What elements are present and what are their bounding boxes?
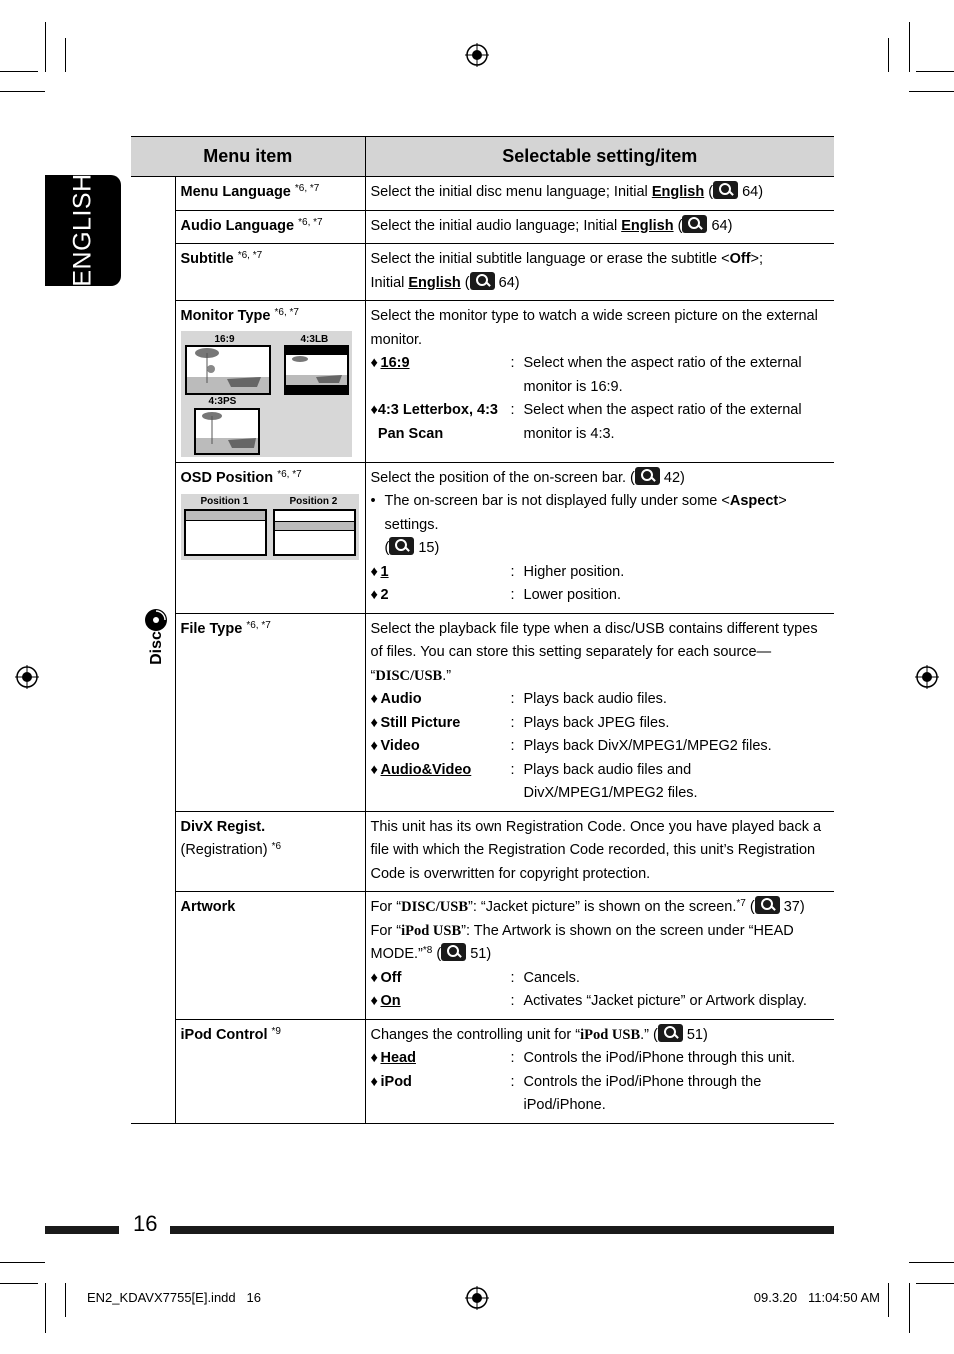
table-row	[131, 177, 834, 211]
option-2: 2	[380, 587, 389, 603]
option-key: ♦ iPod	[370, 1073, 412, 1090]
option-row: ♦ Audio : Plays back audio files.	[371, 688, 830, 712]
table-row	[131, 462, 834, 613]
footnote-ref: *6	[271, 841, 282, 852]
option-key: ♦ Audio	[370, 691, 422, 707]
option-off: Off	[380, 969, 402, 986]
page-reference-icon	[441, 943, 466, 961]
text: .” (	[640, 1026, 658, 1043]
crop-mark	[909, 91, 954, 92]
description: Select the playback file type when a disc/USB contains different types of files. You can store this setting separately for each source—	[370, 620, 818, 660]
table-row	[131, 1019, 834, 1123]
monitor-type-label: Monitor Type	[180, 308, 271, 324]
artwork-label: Artwork	[180, 899, 236, 915]
option-4-3: 4:3 Letterbox, 4:3 Pan Scan	[377, 402, 498, 442]
text: > settings.	[384, 493, 787, 533]
crop-mark	[45, 1283, 46, 1333]
crop-mark	[909, 1283, 910, 1333]
option-value: Controls the iPod/iPhone through this unit.	[523, 1050, 796, 1066]
table-header-row	[131, 137, 834, 177]
option-video: Video	[380, 738, 420, 754]
menu-item-cell	[175, 177, 365, 211]
divx-regist-label: DivX Regist.	[180, 818, 266, 835]
option-row: ♦ Still Picture : Plays back JPEG files.	[371, 712, 830, 736]
description: Select the initial disc menu language; Initial	[370, 184, 652, 200]
option-audio: Audio	[380, 691, 422, 707]
page-reference-icon	[389, 537, 414, 555]
language-tab-label: ENGLISH	[68, 173, 97, 287]
screen-16-9	[185, 345, 271, 395]
divx-regist-sublabel: (Registration)	[180, 842, 268, 858]
menu-item-cell	[175, 892, 365, 1020]
image-label: 16:9	[214, 333, 235, 345]
screen-4-3-letterbox	[284, 345, 349, 395]
menu-item-cell	[175, 811, 365, 892]
header-menu-item: Menu item	[131, 137, 365, 177]
setting-cell	[365, 892, 834, 1020]
text: ”: The Artwork is shown on the screen under “HEAD MODE.”	[370, 922, 794, 962]
crop-mark	[0, 91, 45, 92]
menu-item-cell	[175, 462, 365, 613]
date-info: 09.3.20 11:04:50 AM	[753, 1290, 880, 1305]
file-info: EN2_KDAVX7755[E].indd 16	[87, 1290, 261, 1305]
option-row: ♦ 4:3 Letterbox, 4:3 Pan Scan : Select when the aspect ratio of the external monitor is 4:3.	[371, 399, 830, 446]
crop-mark	[888, 1283, 889, 1317]
description: Select the position of the on-screen bar. (	[370, 469, 635, 486]
option-key: ♦ On	[370, 993, 401, 1009]
osd-position-illustration	[181, 494, 359, 560]
source-name: iPod USB	[401, 922, 462, 939]
footnote-ref: *6, *7	[246, 619, 271, 631]
menu-item-cell	[175, 244, 365, 301]
header-selectable-setting: Selectable setting/item	[365, 137, 834, 177]
option-key: ♦ Still Picture	[370, 714, 461, 731]
footnote-ref: *6, *7	[274, 307, 299, 318]
option-key: ♦ 2	[370, 587, 389, 603]
menu-item-cell	[175, 210, 365, 244]
page-reference: 15)	[414, 540, 440, 556]
option-row: ♦ 16:9 : Select when the aspect ratio of the external monitor is 16:9.	[371, 352, 830, 399]
option-value: Lower position.	[523, 587, 622, 603]
crop-mark	[0, 1262, 45, 1263]
menu-item-cell	[175, 613, 365, 811]
registration-mark-icon	[465, 43, 489, 67]
footnote-ref: *6, *7	[298, 216, 323, 228]
option-key: ♦ Audio&Video	[370, 761, 472, 778]
crop-mark	[888, 38, 889, 72]
section-column	[131, 177, 175, 1124]
option-value: Controls the iPod/iPhone through the iPod/iPhone.	[523, 1073, 762, 1113]
source-name: DISC/USB	[401, 899, 468, 915]
description: Changes the controlling unit for “	[370, 1026, 581, 1043]
osd-position-label: OSD Position	[180, 469, 274, 486]
aspect-setting-name: Aspect	[729, 493, 779, 509]
source-name: DISC/USB	[375, 667, 443, 684]
default-value: English	[621, 217, 674, 234]
option-still-picture: Still Picture	[380, 714, 461, 731]
text: (	[384, 540, 390, 556]
subtitle-label: Subtitle	[180, 251, 234, 267]
footnote-ref: *6, *7	[277, 468, 302, 480]
crop-mark	[0, 71, 38, 72]
text: For “	[370, 922, 402, 939]
footer-rule	[170, 1226, 834, 1234]
option-on: On	[380, 993, 401, 1009]
registration-mark-icon	[15, 665, 39, 689]
footnote-ref: *8	[422, 945, 433, 956]
footnote-ref: *6, *7	[237, 250, 263, 261]
screen-4-3-pan-scan	[194, 408, 260, 455]
setting-cell	[365, 210, 834, 244]
crop-mark	[916, 1283, 954, 1284]
option-1: 1	[380, 563, 389, 580]
description: Select the monitor type to watch a wide screen picture on the external monitor.	[370, 308, 818, 348]
default-value: English	[651, 184, 705, 200]
text: (	[704, 184, 714, 200]
screen-position-1	[184, 509, 267, 556]
footnote-ref: *6, *7	[294, 183, 320, 194]
page-reference: 51)	[466, 946, 492, 962]
option-row: ♦ 2 : Lower position.	[371, 584, 830, 608]
option-row: ♦ Video : Plays back DivX/MPEG1/MPEG2 files.	[371, 735, 830, 759]
crop-mark	[916, 71, 954, 72]
page-reference-icon	[755, 896, 780, 914]
option-ipod: iPod	[380, 1073, 412, 1090]
option-key: ♦ 1	[370, 563, 389, 580]
monitor-type-illustration	[181, 331, 352, 457]
option-16-9: 16:9	[380, 355, 410, 371]
option-head: Head	[380, 1050, 416, 1066]
option-row: ♦ Audio&Video : Plays back audio files and DivX/MPEG1/MPEG2 files.	[371, 759, 830, 806]
table-row	[131, 210, 834, 244]
image-label: Position 1	[200, 496, 249, 507]
image-label: 4:3LB	[300, 333, 329, 345]
source-name: iPod USB	[580, 1026, 641, 1043]
option-row: ♦ iPod : Controls the iPod/iPhone through the iPod/iPhone.	[371, 1071, 830, 1118]
option-key: ♦ Off	[370, 969, 402, 986]
menu-language-label: Menu Language	[180, 184, 291, 200]
setting-cell	[365, 462, 834, 613]
setting-cell	[365, 811, 834, 892]
text: (	[460, 274, 470, 291]
section-label: Disc	[148, 631, 165, 665]
menu-item-cell	[175, 301, 365, 463]
option-value: Plays back DivX/MPEG1/MPEG2 files.	[523, 738, 772, 754]
page-reference: 37)	[779, 899, 805, 915]
description: Select the initial subtitle language or erase the subtitle <	[370, 251, 730, 267]
setting-cell	[365, 1019, 834, 1123]
registration-mark-icon	[915, 665, 939, 689]
ipod-control-label: iPod Control	[180, 1026, 268, 1043]
option-row: ♦ Head : Controls the iPod/iPhone through this unit.	[371, 1047, 830, 1071]
default-value: English	[408, 274, 461, 291]
text: Initial	[370, 274, 409, 291]
file-type-label: File Type	[180, 620, 243, 637]
option-key: ♦ 16:9	[370, 355, 410, 371]
option-value: Select when the aspect ratio of the external monitor is 16:9.	[523, 355, 802, 395]
setting-cell	[365, 301, 834, 463]
text: ”: “Jacket picture” is shown on the screen.	[468, 899, 737, 915]
off-value: Off	[729, 251, 751, 267]
page-reference: 51)	[682, 1026, 708, 1043]
setting-cell	[365, 177, 834, 211]
option-value: Plays back audio files.	[523, 691, 667, 707]
settings-table	[131, 136, 834, 1124]
option-row: ♦ 1 : Higher position.	[371, 561, 830, 585]
registration-mark-icon	[465, 1286, 489, 1310]
crop-mark	[65, 38, 66, 72]
description: Select the initial audio language; Initial	[370, 217, 622, 234]
option-key: ♦ Video	[370, 738, 420, 754]
language-tab	[45, 175, 121, 286]
option-row: ♦ On : Activates “Jacket picture” or Artwork display.	[371, 990, 830, 1014]
image-label: 4:3PS	[208, 395, 237, 407]
text: .”	[442, 667, 452, 684]
page-reference: 64)	[707, 217, 733, 234]
option-key: ♦ 4:3 Letterbox, 4:3 Pan Scan	[371, 399, 511, 446]
text: The on-screen bar is not displayed fully under some <	[384, 493, 730, 509]
option-key: ♦ Head	[370, 1050, 416, 1066]
text: (	[432, 946, 442, 962]
option-value: Cancels.	[523, 969, 580, 986]
option-value: Activates “Jacket picture” or Artwork display.	[523, 993, 807, 1009]
footer-rule	[45, 1226, 119, 1234]
page-reference-icon	[713, 181, 738, 199]
table-row	[131, 811, 834, 892]
menu-item-cell	[175, 1019, 365, 1123]
text: >;	[750, 251, 764, 267]
description: This unit has its own Registration Code. Once you have played back a file with which the Registration Code recorded, this unit’s Registration Code is overwritten for copyright protection.	[370, 818, 822, 882]
image-label: Position 2	[289, 496, 338, 507]
text: “	[370, 667, 376, 684]
crop-mark	[65, 1283, 66, 1317]
text: (	[745, 899, 755, 915]
table-row	[131, 244, 834, 301]
table-row	[131, 892, 834, 1020]
text: (	[673, 217, 683, 234]
setting-cell	[365, 244, 834, 301]
option-value: Select when the aspect ratio of the external monitor is 4:3.	[523, 402, 802, 442]
note-bullet: • The on-screen bar is not displayed fully under some <Aspect> settings. ( 15)	[370, 493, 787, 556]
option-value: Plays back JPEG files.	[523, 714, 670, 731]
option-row: ♦ Off : Cancels.	[371, 967, 830, 991]
page-reference-icon	[635, 467, 660, 485]
page-reference-icon	[470, 272, 495, 290]
page-reference-icon	[658, 1024, 683, 1042]
footnote-ref: *7	[736, 898, 746, 909]
option-audio-video: Audio&Video	[380, 761, 472, 778]
option-value: Plays back audio files and DivX/MPEG1/MPEG2 files.	[523, 761, 698, 801]
crop-mark	[0, 1283, 38, 1284]
table-row	[131, 301, 834, 463]
crop-mark	[45, 22, 46, 72]
screen-position-2	[273, 509, 356, 556]
text: For “	[370, 899, 402, 915]
page-number: 16	[133, 1211, 158, 1236]
option-value: Higher position.	[523, 563, 625, 580]
page-reference: 42)	[659, 469, 685, 486]
page-reference: 64)	[738, 184, 764, 200]
table-row	[131, 613, 834, 811]
crop-mark	[909, 22, 910, 72]
setting-cell	[365, 613, 834, 811]
page-reference: 64)	[494, 274, 520, 291]
page-reference-icon	[682, 215, 707, 233]
audio-language-label: Audio Language	[180, 217, 295, 234]
footnote-ref: *9	[271, 1025, 281, 1037]
crop-mark	[909, 1262, 954, 1263]
